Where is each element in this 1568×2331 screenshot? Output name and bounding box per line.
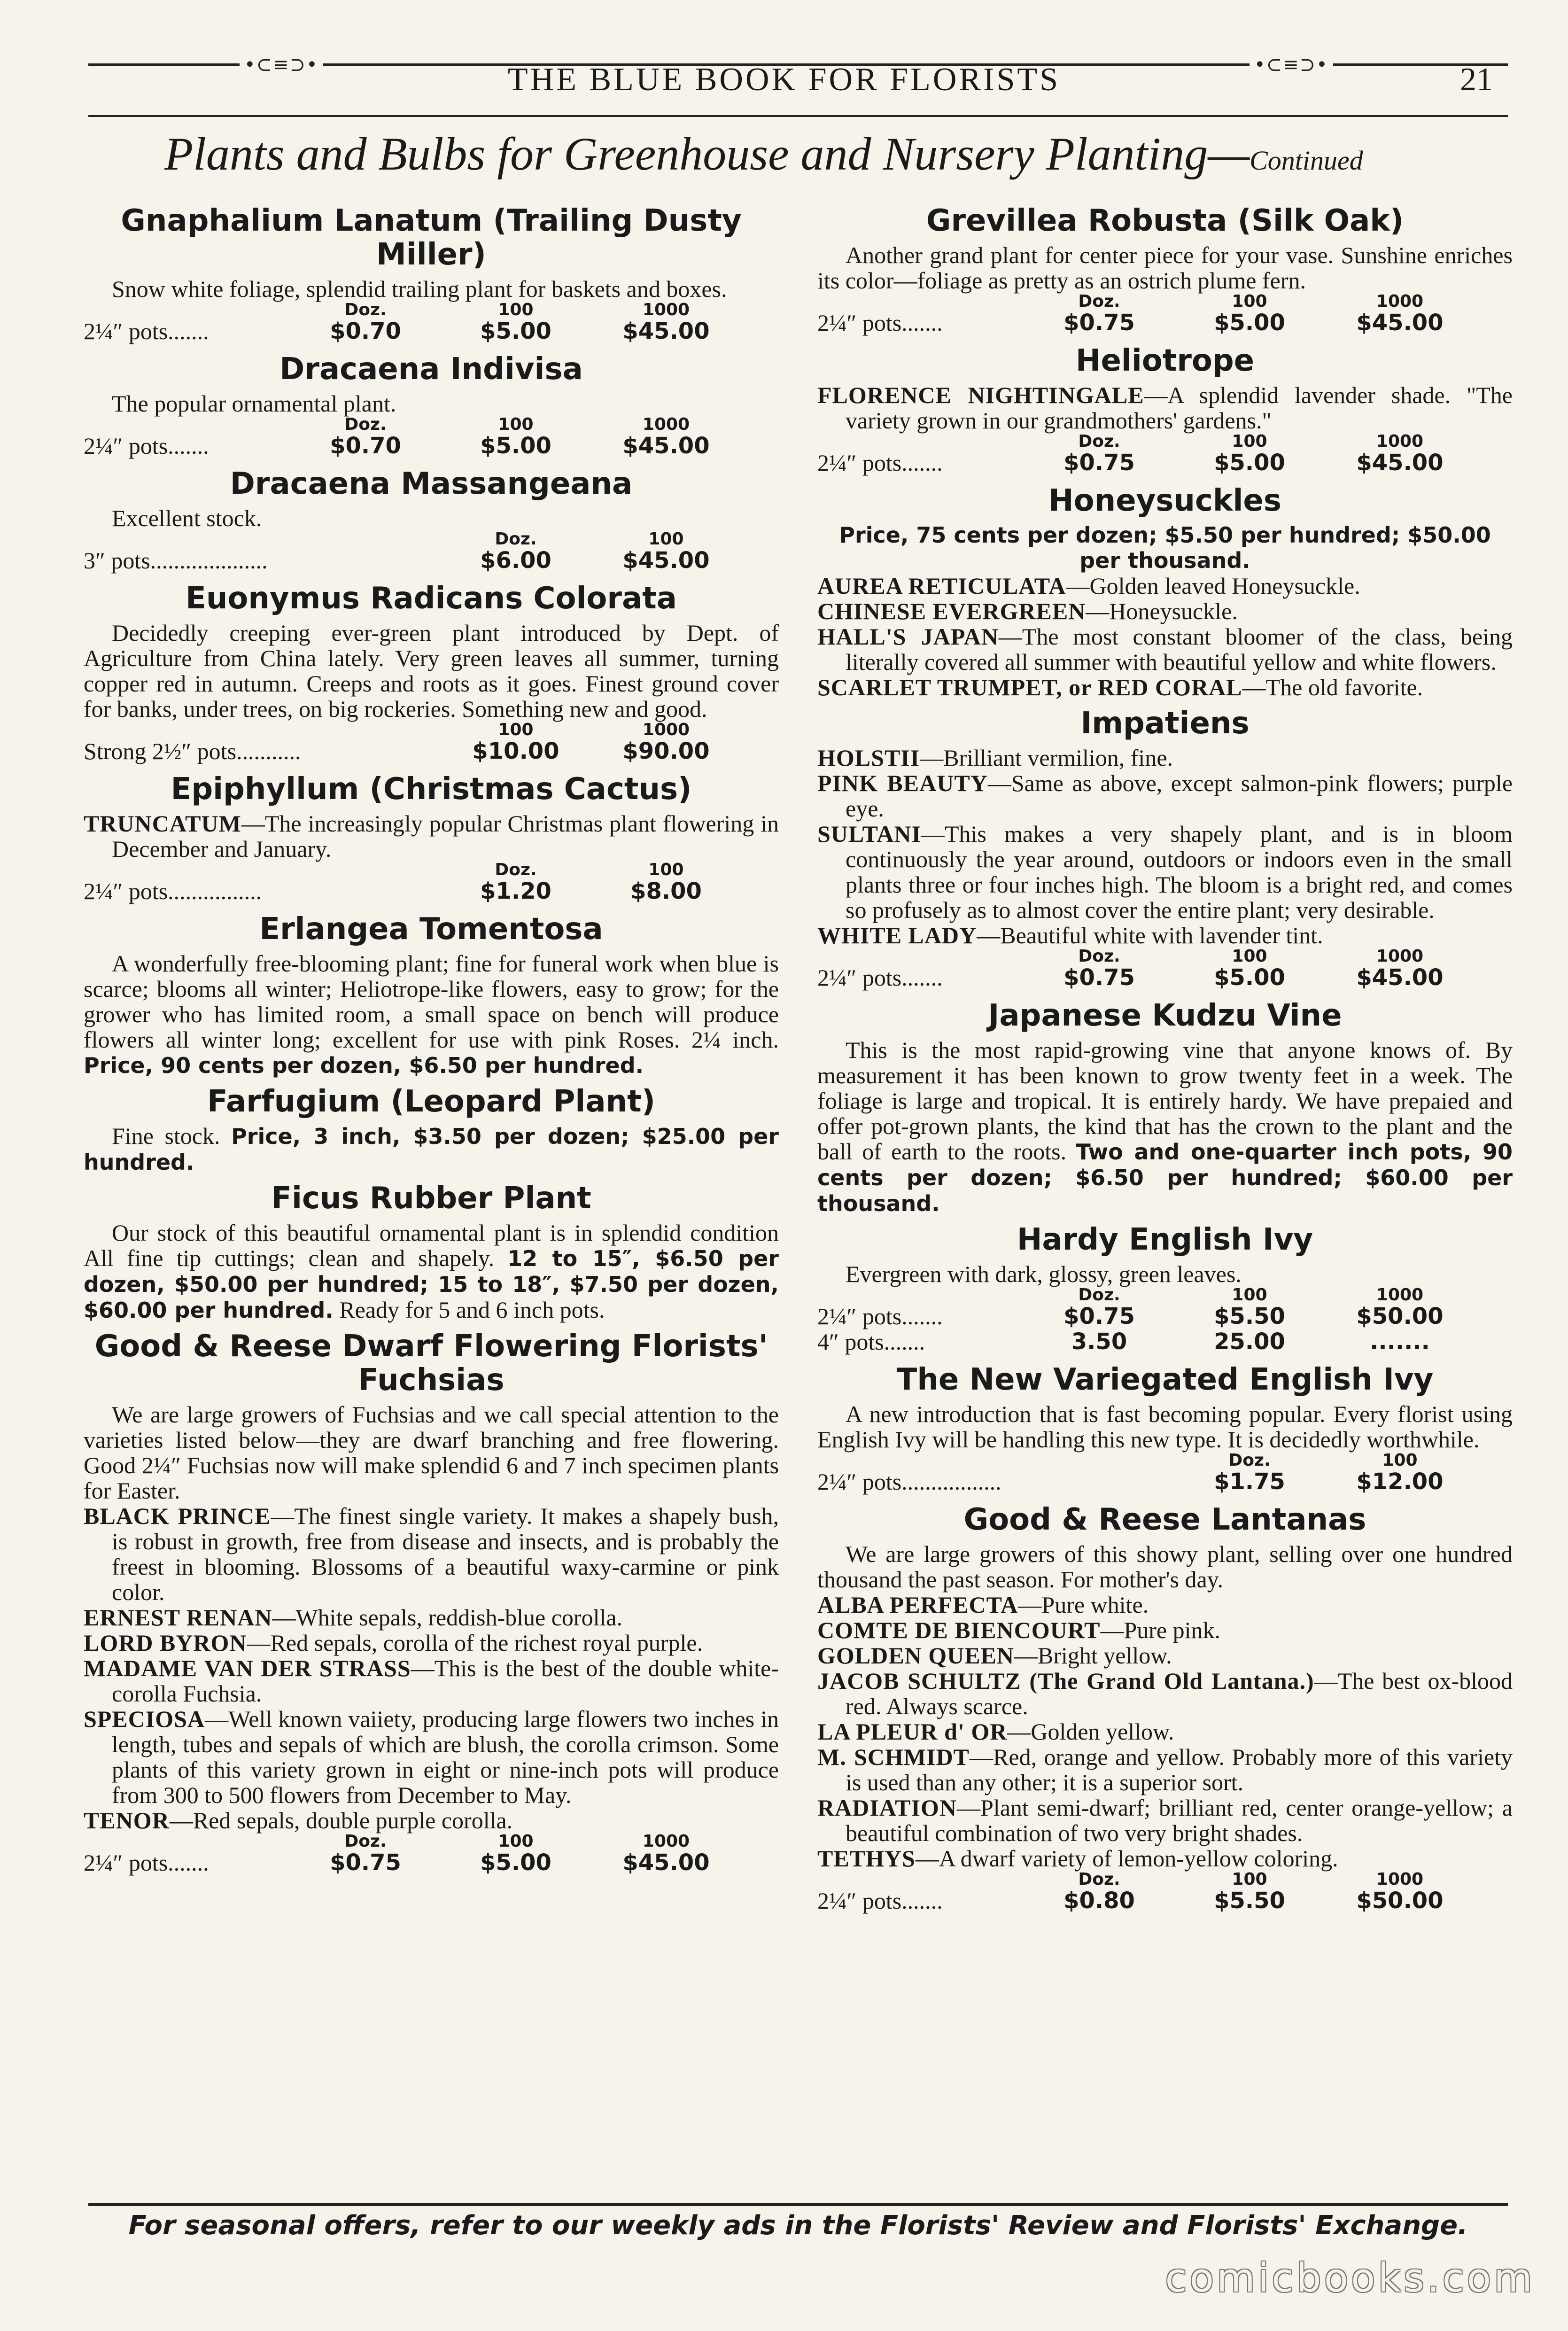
variety-name: M. SCHMIDT <box>817 1744 970 1770</box>
price-cell: $6.00 <box>480 547 551 574</box>
col-header: 1000 <box>1376 1285 1424 1305</box>
variety-entry <box>84 1630 779 1655</box>
variety-entry <box>817 770 1513 821</box>
variety-text: —Golden leaved Honeysuckle. <box>1066 573 1360 599</box>
variety-name: ERNEST RENAN <box>84 1604 272 1631</box>
header-rule-bottom <box>88 115 1508 117</box>
row-label: 3″ pots.................... <box>84 547 268 574</box>
price-cell: $45.00 <box>622 433 710 459</box>
variety-name: WHITE LADY <box>817 922 977 948</box>
price-cell: $5.00 <box>1214 964 1285 991</box>
variety-text: —The best ox-blood red. Always scarce. <box>846 1668 1513 1719</box>
variety-name: SPECIOSA <box>84 1706 205 1732</box>
variety-text: —Same as above, except salmon-pink flowers; purple eye. <box>846 770 1513 822</box>
right-column <box>817 197 1513 1922</box>
section-description: Evergreen with dark, glossy, green leaves. <box>846 1261 1242 1287</box>
price-cell: $45.00 <box>622 318 710 344</box>
price-cell: $0.70 <box>330 318 401 344</box>
price-row <box>817 1469 1475 1494</box>
variety-name: JACOB SCHULTZ (The Grand Old Lantana.) <box>817 1668 1314 1694</box>
section-description: Snow white foliage, splendid trailing plant for baskets and boxes. <box>112 276 727 302</box>
col-header: Doz. <box>1078 1870 1120 1889</box>
section-description: A new introduction that is fast becoming popular. Every florist using English Ivy will be handling this new type. It is decidedly worthwhile. <box>817 1401 1513 1453</box>
price-cell: $12.00 <box>1356 1469 1444 1495</box>
section-heading: Honeysuckles <box>1048 483 1281 518</box>
price-table <box>84 1833 741 1875</box>
price-table <box>84 531 741 573</box>
variety-name: BLACK PRINCE <box>84 1503 271 1529</box>
price-cell: $45.00 <box>622 1849 710 1876</box>
price-table <box>84 302 741 344</box>
price-row <box>817 450 1475 475</box>
variety-entry <box>817 573 1513 598</box>
price-row <box>84 878 741 904</box>
variety-text: —The old favorite. <box>1242 674 1423 700</box>
section-heading: Grevillea Robusta (Silk Oak) <box>926 203 1404 238</box>
variety-entry <box>817 624 1513 675</box>
description-text: Fine stock. <box>112 1123 220 1149</box>
price-cell: $45.00 <box>622 547 710 574</box>
price-line: Two and one-quarter inch pots, 90 cents per dozen; $6.50 per hundred; $60.00 per thousand. <box>817 1139 1513 1216</box>
variety-entry <box>817 745 1513 770</box>
row-label: 2¼″ pots....... <box>84 318 209 344</box>
price-row <box>817 1304 1475 1329</box>
section-lantanas <box>817 1503 1513 1913</box>
price-cell: $0.75 <box>1063 310 1135 336</box>
section-description: The popular ornamental plant. <box>112 390 396 417</box>
price-cell: $5.00 <box>480 1849 551 1876</box>
section-erlangea <box>84 912 779 1078</box>
price-cell: $0.70 <box>330 433 401 459</box>
col-header: 1000 <box>1376 947 1424 966</box>
variety-text: —This makes a very shapely plant, and is in bloom continuously the year around, outdoors or indoors even in the small plants three or four inches high. The bloom is a bright red, and comes so profusely as to almost cover the entire plant; very desirable. <box>846 821 1513 923</box>
variety-name: PINK BEAUTY <box>817 770 988 796</box>
variety-text: —Honeysuckle. <box>1086 598 1238 624</box>
col-header: 1000 <box>1376 432 1424 451</box>
col-header: Doz. <box>1078 1285 1120 1305</box>
footer-note: For seasonal offers, refer to our weekly ads in the Florists' Review and Florists' Exchange. <box>128 2210 1468 2241</box>
price-cell: $0.75 <box>1063 450 1135 476</box>
row-label: 2¼″ pots....... <box>84 433 209 459</box>
variety-text: —Golden yellow. <box>1007 1718 1174 1745</box>
row-label: 2¼″ pots....... <box>817 1888 943 1914</box>
variety-text: —This is the best of the double white-corolla Fuchsia. <box>112 1655 779 1707</box>
section-impatiens <box>817 707 1513 990</box>
section-heading: Farfugium (Leopard Plant) <box>207 1084 655 1119</box>
price-row <box>84 738 741 764</box>
col-header: Doz. <box>1078 947 1120 966</box>
row-label: 2¼″ pots....... <box>817 1303 943 1329</box>
col-header: 1000 <box>642 415 690 434</box>
row-label: 2¼″ pots....... <box>817 310 943 336</box>
price-cell: $0.80 <box>1063 1888 1135 1914</box>
variety-name: RADIATION <box>817 1795 957 1821</box>
variety-entry <box>84 1808 779 1833</box>
variety-entry <box>817 1846 1513 1871</box>
variety-entry <box>84 811 779 862</box>
section-heading: Gnaphalium Lanatum (Trailing Dusty Miller) <box>121 203 742 272</box>
variety-entry <box>817 1592 1513 1617</box>
col-header: 1000 <box>1376 292 1424 311</box>
section-heading: Euonymus Radicans Colorata <box>186 581 677 616</box>
col-header: Doz. <box>344 1832 387 1851</box>
variety-entry <box>84 1655 779 1706</box>
variety-text: —The most constant bloomer of the class, being literally covered all summer with beautiful yellow and white flowers. <box>846 623 1513 675</box>
section-farfugium <box>84 1085 779 1175</box>
section-heading: Epiphyllum (Christmas Cactus) <box>171 772 692 807</box>
col-header: Doz. <box>495 529 537 549</box>
price-table <box>817 1287 1475 1354</box>
variety-text: —Brilliant vermilion, fine. <box>920 745 1173 771</box>
variety-name: TENOR <box>84 1807 170 1834</box>
variety-entry <box>817 1668 1513 1719</box>
section-heading: Dracaena Massangeana <box>230 466 633 501</box>
col-header: 100 <box>1232 292 1267 311</box>
variety-entry <box>817 1617 1513 1643</box>
price-line: Price, 75 cents per dozen; $5.50 per hundred; $50.00 per thousand. <box>839 522 1491 573</box>
variety-entry <box>84 1706 779 1808</box>
section-euonymus <box>84 582 779 764</box>
col-header: 1000 <box>642 720 690 739</box>
price-table <box>84 416 741 458</box>
variety-entry <box>817 1643 1513 1668</box>
col-header: 100 <box>648 860 684 879</box>
variety-text: —The finest single variety. It makes a shapely bush, is robust in growth, free from disease and insects, and is probably the freest in blooming. Blossoms of a beautiful waxy-carmine or pink color. <box>112 1503 779 1605</box>
price-table <box>817 433 1475 475</box>
variety-text: —A dwarf variety of lemon-yellow coloring. <box>915 1845 1338 1872</box>
price-cell: $10.00 <box>472 738 559 764</box>
price-table <box>84 862 741 904</box>
variety-name: MADAME VAN DER STRASS <box>84 1655 411 1681</box>
variety-entry <box>817 1795 1513 1846</box>
price-cell: $50.00 <box>1356 1303 1444 1329</box>
price-table <box>817 1452 1475 1494</box>
variety-entry <box>817 382 1513 433</box>
price-cell: $45.00 <box>1356 964 1444 991</box>
variety-entry <box>84 1605 779 1630</box>
description-text: Our stock of this beautiful ornamental plant is in splendid condition All fine tip cuttings; clean and shapely. <box>84 1220 779 1271</box>
variety-entry <box>817 1744 1513 1795</box>
row-label: 4″ pots....... <box>817 1329 925 1355</box>
price-cell: $1.20 <box>480 878 551 904</box>
section-heading: The New Variegated English Ivy <box>896 1362 1434 1397</box>
price-cell: ....... <box>1370 1329 1430 1355</box>
col-header: Doz. <box>344 300 387 319</box>
price-cell: 3.50 <box>1071 1329 1127 1355</box>
price-cell: $5.50 <box>1214 1303 1285 1329</box>
section-description: We are large growers of this showy plant, selling over one hundred thousand the past season. For mother's day. <box>817 1541 1513 1593</box>
variety-entry <box>84 1503 779 1605</box>
price-cell: $8.00 <box>630 878 702 904</box>
variety-name: TETHYS <box>817 1845 916 1872</box>
price-cell: $5.50 <box>1214 1888 1285 1914</box>
section-description: We are large growers of Fuchsias and we call special attention to the varieties listed below—they are dwarf branching and free flowering. Good 2¼″ Fuchsias now will make splendid 6 and 7 inch specimen plants for Easter. <box>84 1401 779 1504</box>
col-header: Doz. <box>1228 1451 1271 1470</box>
col-header: Doz. <box>495 860 537 879</box>
description-tail: Ready for 5 and 6 inch pots. <box>339 1297 605 1323</box>
col-header: 1000 <box>642 1832 690 1851</box>
section-dracaena-indivisa <box>84 352 779 458</box>
watermark: comicbooks.com <box>1165 2255 1535 2301</box>
price-row <box>817 965 1475 990</box>
col-header: 100 <box>1382 1451 1418 1470</box>
variety-name: LA PLEUR d' OR <box>817 1718 1008 1745</box>
section-variegated-ivy <box>817 1363 1513 1494</box>
section-heading: Ficus Rubber Plant <box>271 1181 591 1216</box>
price-cell: 25.00 <box>1214 1329 1285 1355</box>
section-hardy-english-ivy <box>817 1223 1513 1354</box>
section-heading: Impatiens <box>1080 706 1250 741</box>
variety-entry <box>817 821 1513 923</box>
variety-name: LORD BYRON <box>84 1630 247 1656</box>
variety-name: GOLDEN QUEEN <box>817 1642 1015 1669</box>
col-header: 100 <box>1232 1285 1267 1305</box>
col-header: 1000 <box>1376 1870 1424 1889</box>
row-label: 2¼″ pots................ <box>84 878 262 904</box>
section-heading: Good & Reese Lantanas <box>963 1502 1366 1537</box>
section-description: Another grand plant for center piece for your vase. Sunshine enriches its color—foliage as pretty as an ostrich plume fern. <box>817 242 1513 294</box>
price-row <box>817 310 1475 335</box>
price-line: 12 to 15″, $6.50 per dozen, $50.00 per hundred; 15 to 18″, $7.50 per dozen, $60.00 per hundred. <box>84 1246 779 1323</box>
section-epiphyllum <box>84 772 779 904</box>
variety-text: —Pure white. <box>1018 1592 1149 1618</box>
col-header: 100 <box>498 300 534 319</box>
price-cell: $5.00 <box>1214 310 1285 336</box>
col-header: 100 <box>648 529 684 549</box>
col-header: 100 <box>1232 432 1267 451</box>
variety-text: —A splendid lavender shade. "The variety grown in our grandmothers' gardens." <box>846 382 1513 434</box>
col-header: 100 <box>498 1832 534 1851</box>
price-line: Price, 3 inch, $3.50 per dozen; $25.00 per hundred. <box>84 1124 779 1175</box>
col-header: 100 <box>1232 947 1267 966</box>
variety-name: COMTE DE BIENCOURT <box>817 1617 1101 1643</box>
variety-name: AUREA RETICULATA <box>817 573 1066 599</box>
price-cell: $90.00 <box>622 738 710 764</box>
running-header: THE BLUE BOOK FOR FLORISTS <box>507 62 1061 98</box>
variety-name: HALL'S JAPAN <box>817 623 999 650</box>
price-table <box>817 293 1475 335</box>
row-label: 2¼″ pots....... <box>817 964 943 991</box>
price-cell: $45.00 <box>1356 450 1444 476</box>
description-text: This is the most rapid-growing vine that anyone knows of. By measurement it has been known to grow twenty feet in a week. The foliage is large and tropical. It is entirely hardy. We have prepaied and offer pot-grown plants, the kind that has the crown to the plant and the ball of earth to the roots. <box>817 1037 1513 1165</box>
price-cell: $5.00 <box>480 318 551 344</box>
price-cell: $1.75 <box>1214 1469 1285 1495</box>
section-description: Decidedly creeping ever-green plant introduced by Dept. of Agriculture from China lately. Very green leaves all summer, turning copper red in autumn. Creeps and roots as it goes. Finest ground cover for banks, under trees, on big rockeries. Something new and good. <box>84 620 779 722</box>
section-heading: Erlangea Tomentosa <box>259 912 603 947</box>
section-description <box>817 1037 1513 1216</box>
section-heading: Heliotrope <box>1075 343 1255 378</box>
page-title-text: Plants and Bulbs for Greenhouse and Nursery Planting— <box>164 128 1250 180</box>
col-header: Doz. <box>1078 292 1120 311</box>
section-heading: Dracaena Indivisa <box>279 352 583 387</box>
variety-name: SCARLET TRUMPET, or RED CORAL <box>817 674 1242 700</box>
row-label: 2¼″ pots....... <box>817 450 943 476</box>
variety-name: ALBA PERFECTA <box>817 1592 1018 1618</box>
section-gnaphalium <box>84 204 779 344</box>
price-row <box>817 1329 1475 1354</box>
variety-entry <box>817 675 1513 700</box>
variety-text: —White sepals, reddish-blue corolla. <box>272 1604 623 1631</box>
variety-entry <box>817 923 1513 948</box>
variety-entry <box>817 598 1513 624</box>
description-text: A wonderfully free-blooming plant; fine for funeral work when blue is scarce; blooms all winter; Heliotrope-like flowers, easy to grow; for the grower who has limited room, a small space on bench will produce flowers all winter long; excellent for use with pink Roses. 2¼ inch. <box>84 950 779 1053</box>
section-grevillea <box>817 204 1513 335</box>
variety-text: —Red sepals, double purple corolla. <box>169 1807 513 1834</box>
price-cell: $0.75 <box>1063 1303 1135 1329</box>
price-row <box>84 319 741 344</box>
variety-text: —Red sepals, corolla of the richest royal purple. <box>247 1630 703 1656</box>
price-line: Price, 90 cents per dozen, $6.50 per hundred. <box>84 1053 644 1078</box>
col-header: 100 <box>498 415 534 434</box>
price-row <box>84 1850 741 1875</box>
price-cell: $5.00 <box>1214 450 1285 476</box>
section-description <box>84 951 779 1078</box>
footer-rule <box>88 2203 1508 2206</box>
col-header: Doz. <box>344 415 387 434</box>
variety-text: —Well known vaiiety, producing large flowers two inches in length, tubes and sepals of which are blush, the corolla crimson. Some plants of this variety grown in eight or nine-inch pots will produce from 300 to 500 flowers from December to May. <box>112 1706 779 1808</box>
row-label: 2¼″ pots....... <box>84 1849 209 1876</box>
section-heliotrope <box>817 344 1513 475</box>
price-row <box>817 1888 1475 1913</box>
section-dracaena-massangeana <box>84 467 779 573</box>
section-fuchsias <box>84 1329 779 1875</box>
price-cell: $5.00 <box>480 433 551 459</box>
variety-text: —Beautiful white with lavender tint. <box>977 922 1323 948</box>
price-cell: $45.00 <box>1356 310 1444 336</box>
page-number: 21 <box>1460 62 1493 98</box>
variety-text: —Bright yellow. <box>1014 1642 1172 1669</box>
col-header: 1000 <box>642 300 690 319</box>
continued-label: Continued <box>1250 145 1363 176</box>
variety-name: TRUNCATUM <box>84 810 241 837</box>
section-heading: Good & Reese Dwarf Flowering Florists' Fuchsias <box>94 1329 768 1398</box>
col-header: 100 <box>498 720 534 739</box>
price-table <box>817 948 1475 990</box>
section-ficus <box>84 1181 779 1323</box>
variety-entry <box>817 1719 1513 1744</box>
row-label: Strong 2½″ pots........... <box>84 738 301 764</box>
variety-name: HOLSTII <box>817 745 920 771</box>
header-ornament-right: •⊂≡⊃• <box>1250 54 1333 76</box>
price-cell: $0.75 <box>330 1849 401 1876</box>
variety-name: SULTANI <box>817 821 921 847</box>
section-kudzu <box>817 999 1513 1216</box>
price-cell: $50.00 <box>1356 1888 1444 1914</box>
section-honeysuckles <box>817 484 1513 700</box>
price-cell: $0.75 <box>1063 964 1135 991</box>
price-table <box>817 1871 1475 1913</box>
price-row <box>84 433 741 458</box>
variety-name: FLORENCE NIGHTINGALE <box>817 382 1144 408</box>
variety-text: —Plant semi-dwarf; brilliant red, center orange-yellow; a beautiful combination of two very bright shades. <box>846 1795 1513 1846</box>
price-row <box>84 548 741 573</box>
price-table <box>84 722 741 764</box>
page-title <box>164 127 1480 181</box>
header-ornament-left: •⊂≡⊃• <box>240 54 323 76</box>
row-label: 2¼″ pots................. <box>817 1469 1001 1495</box>
section-heading: Japanese Kudzu Vine <box>988 998 1342 1033</box>
section-description: Excellent stock. <box>112 505 262 531</box>
section-description <box>84 1220 779 1323</box>
variety-text: —Red, orange and yellow. Probably more of this variety is used than any other; it is a superior sort. <box>846 1744 1513 1795</box>
col-header: 100 <box>1232 1870 1267 1889</box>
section-description <box>84 1123 779 1175</box>
variety-text: —Pure pink. <box>1100 1617 1220 1643</box>
left-column <box>84 197 779 1884</box>
section-heading: Hardy English Ivy <box>1017 1222 1313 1257</box>
variety-name: CHINESE EVERGREEN <box>817 598 1086 624</box>
variety-text: —The increasingly popular Christmas plant flowering in December and January. <box>112 810 779 862</box>
col-header: Doz. <box>1078 432 1120 451</box>
